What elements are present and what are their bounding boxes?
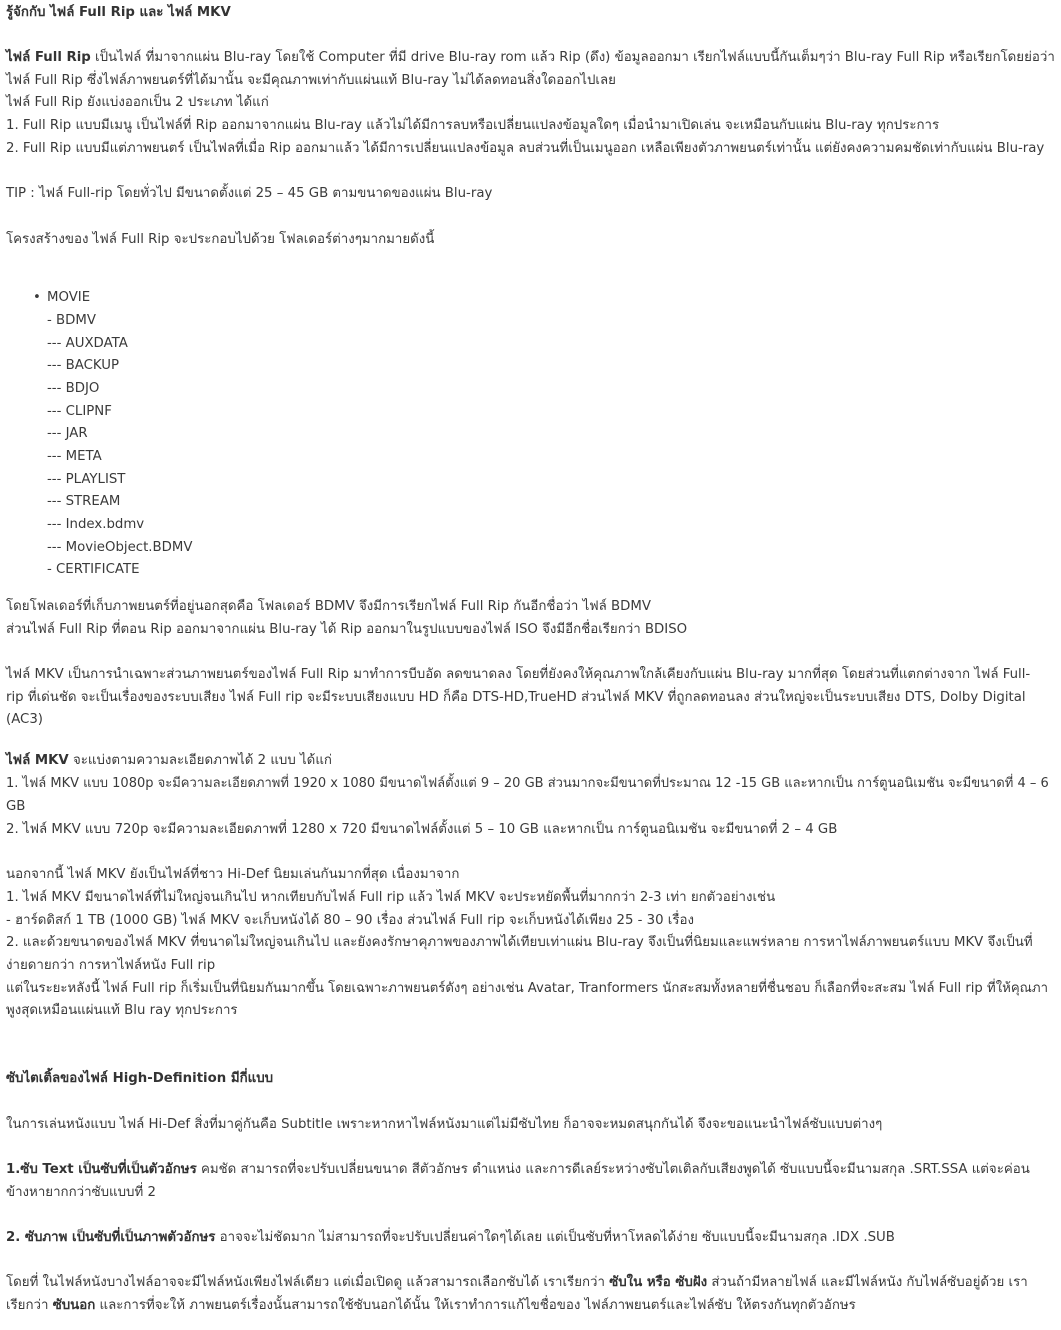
mkv-popular-line-6: แต่ในระยะหลังนี้ ไฟล์ Full rip ก็เริ่มเป็นที่นิยมกันมากขึ้น โดยเฉพาะภาพยนตร์ดังๆ อย่างเช่น Avatar, Tranformers นักสะสมทั้งหลายที่ชื่นชอบ ก็เลือกที่จะสะสม ไฟล์ Full rip ที่ให้คุณภา	[6, 981, 1048, 996]
mkv-popular-line-4: 2. และด้วยขนาดของไฟล์ MKV ที่ขนาดไม่ใหญ่จนเกินไป และยังคงรักษาคุภาพของภาพได้เทียบเท่าแผ่น Blu-ray จึงเป็นที่นิยมและแพร่หลาย การหาไฟล์ภาพยนตร์แบบ MKV จึงเป็นที่	[6, 935, 1033, 950]
tree-root-movie: MOVIE	[47, 290, 91, 305]
tree-item: --- PLAYLIST	[47, 472, 126, 487]
tree-item: --- STREAM	[47, 494, 121, 509]
sub-embed-text-4: และการที่จะให้ ภาพยนตร์เรื่องนั้นสามารถใช้ซับนอกได้นั้น ให้เราทำการแก้ไขชื่อของ ไฟล์ภาพยนตร์และไฟล์ซับ ให้ตรงกันทุกตัวอักษร	[95, 1298, 856, 1313]
sub-embed-text-3: เรียกว่า	[6, 1298, 53, 1313]
subtitle-intro: ในการเล่นหนังแบบ ไฟล์ Hi-Def สิ่งที่มาคู่กันคือ Subtitle เพราะหากหาไฟล์หนังมาแต่ไม่มีซับไทย ก็อาจจะหมดสนุกกันได้ จึงจะขอแนะนำไฟล์ซับแบบต่างๆ	[6, 1117, 883, 1132]
tree-item: --- JAR	[47, 426, 88, 441]
structure-intro: โครงสร้างของ ไฟล์ Full Rip จะประกอบไปด้วย โฟลเดอร์ต่างๆมากมายดังนี้	[6, 232, 435, 247]
sub-embed-bold-1: ซับใน หรือ ซับฝัง	[609, 1275, 708, 1290]
tree-item: --- BDJO	[47, 381, 100, 396]
mkv-popular-line-1: นอกจากนี้ ไฟล์ MKV ยังเป็นไฟล์ที่ชาว Hi-Def นิยมเล่นกันมากที่สุด เนื่องมาจาก	[6, 867, 460, 882]
sub-embed-bold-2: ซับนอก	[52, 1298, 96, 1313]
tree-item: --- AUXDATA	[47, 336, 128, 351]
mkv-type-720p: 2. ไฟล์ MKV แบบ 720p จะมีความละเอียดภาพที่ 1280 x 720 มีขนาดไฟล์ตั้งแต่ 5 – 10 GB และหากเป็น การ์ตูนอนิเมชัน จะมีขนาดที่ 2 – 4 GB	[6, 822, 838, 837]
mkv-type-1080p-cont: GB	[6, 799, 26, 814]
mkv-intro-line-2: rip ที่เด่นชัด จะเป็นเรื่องของระบบเสียง ไฟล์ Full rip จะมีระบบเสียงแบบ HD ก็คือ DTS-HD,TrueHD ส่วนไฟล์ MKV ที่ถูกลดทอนลง ส่วนใหญ่จะเป็นระบบเสียง DTS, Dolby Digital	[6, 690, 1026, 705]
bdmv-note-line-2: ส่วนไฟล์ Full Rip ที่ตอน Rip ออกมาจากแผ่น Blu-ray ได้ Rip ออกมาในรูปแบบของไฟล์ ISO จึงมีอีกชื่อเรียกว่า BDISO	[6, 622, 688, 637]
mkv-popular-line-7: พูงสุดเหมือนแผ่นแท้ Blu ray ทุกประการ	[6, 1003, 238, 1018]
tree-item: --- Index.bdmv	[47, 517, 145, 532]
fullrip-type-2: 2. Full Rip แบบมีแต่ภาพยนตร์ เป็นไฟลที่เมื่อ Rip ออกมาแล้ว ได้มีการเปลี่ยนแปลงข้อมูล ลบส่วนที่เป็นเมนูออก เหลือเพียงตัวภาพยนตร์เท่านั้น แต่ยังคงความคมชัดเท่ากับแผ่น Blu-ray	[6, 141, 1045, 156]
mkv-intro-line-3: (AC3)	[6, 712, 43, 727]
fullrip-type-1: 1. Full Rip แบบมีเมนู เป็นไฟล์ที่ Rip ออกมาจากแผ่น Blu-ray แล้วไม่ได้มีการลบหรือเปลี่ยนแปลงข้อมูลใดๆ เมื่อนำมาเปิดเล่น จะเหมือนกับแผ่น Blu-ray ทุกประการ	[6, 118, 940, 133]
sub-embed-text-2: ส่วนถ้ามีหลายไฟล์ และมีไฟล์หนัง กับไฟล์ซับอยู่ด้วย เรา	[707, 1275, 1028, 1290]
tip-text: TIP : ไฟล์ Full-rip โดยทั่วไป มีขนาดตั้งแต่ 25 – 45 GB ตามขนาดของแผ่น Blu-ray	[6, 186, 493, 201]
sub-text-term: 1.ซับ Text เป็นซับที่เป็นตัวอักษร	[6, 1162, 197, 1177]
mkv-intro-line-1: ไฟล์ MKV เป็นการนำเฉพาะส่วนภาพยนตร์ของไฟล์ Full Rip มาทำการบีบอัด ลดขนาดลง โดยที่ยังคงให้คุณภาพใกล้เคียงกับแผ่น Blu-ray มากที่สุด โดยส่วนที่แตกต่างจาก ไฟล์ Full-	[6, 667, 1031, 682]
fullrip-intro-line-2: ไฟล์ Full Rip ซึ่งไฟล์ภาพยนตร์ที่ได้มานั้น จะมีคุณภาพเท่ากับแผ่นแท้ Blu-ray ไม่ได้ลดทอนสิ่งใดออกไปเลย	[6, 73, 616, 88]
tree-item: - BDMV	[47, 313, 96, 328]
tree-item: --- CLIPNF	[47, 404, 112, 419]
sub-image-line	[6, 1228, 1055, 1248]
tree-item: - CERTIFICATE	[47, 562, 140, 577]
tree-item: --- MovieObject.BDMV	[47, 540, 193, 555]
tree-item: --- BACKUP	[47, 358, 120, 373]
fullrip-intro-line-1	[6, 48, 1055, 68]
sub-embed-line-2	[6, 1296, 1055, 1316]
mkv-popular-line-2: 1. ไฟล์ MKV มีขนาดไฟล์ที่ไม่ใหญ่จนเกินไป หากเทียบกับไฟล์ Full rip แล้ว ไฟล์ MKV จะประหยัดพื้นที่มากกว่า 2-3 เท่า ยกตัวอย่างเช่น	[6, 890, 776, 905]
section-heading-subtitles: ซับไตเติ้ลของไฟล์ High-Definition มีกี่แบบ	[6, 1071, 274, 1086]
bullet-icon: •	[33, 290, 41, 305]
mkv-types-line-1	[6, 751, 1055, 771]
sub-text-line-1	[6, 1160, 1055, 1180]
sub-embed-line-1	[6, 1273, 1055, 1293]
mkv-type-1080p: 1. ไฟล์ MKV แบบ 1080p จะมีความละเอียดภาพที่ 1920 x 1080 มีขนาดไฟล์ตั้งแต่ 9 – 20 GB ส่วนมากจะมีขนาดที่ประมาณ 12 -15 GB และหากเป็น การ์ตูนอนิเมชัน จะมีขนาดที่ 4 – 6	[6, 776, 1049, 791]
mkv-types-text: จะแบ่งตามความละเอียดภาพได้ 2 แบบ ได้แก่	[68, 753, 332, 768]
tree-item: --- META	[47, 449, 102, 464]
fullrip-types-intro: ไฟล์ Full Rip ยังแบ่งออกเป็น 2 ประเภท ได้แก่	[6, 95, 269, 110]
mkv-popular-line-3: - ฮาร์ดดิสก์ 1 TB (1000 GB) ไฟล์ MKV จะเก็บหนังได้ 80 – 90 เรื่อง ส่วนไฟล์ Full rip จะเก็บหนังได้เพียง 25 - 30 เรื่อง	[6, 913, 694, 928]
fullrip-intro-text: เป็นไฟล์ ที่มาจากแผ่น Blu-ray โดยใช้ Computer ที่มี drive Blu-ray rom แล้ว Rip (ดึง) ข้อมูลออกมา เรียกไฟล์แบบนี้กันเต็มๆว่า Blu-ray Full Rip หรือเรียกโดยย่อว่า	[90, 50, 1055, 65]
mkv-popular-line-5: ง่ายดายกว่า การหาไฟล์หนัง Full rip	[6, 958, 216, 973]
sub-text-desc: คมชัด สามารถที่จะปรับเปลี่ยนขนาด สีตัวอักษร ตำแหน่ง และการดีเลย์ระหว่างซับไตเติลกับเสียงพูดได้ ซับแบบนี้จะมีนามสกุล .SRT.SSA แต่จะค่อน	[196, 1162, 1030, 1177]
sub-image-term: 2. ซับภาพ เป็นซับที่เป็นภาพตัวอักษร	[6, 1230, 216, 1245]
fullrip-term: ไฟล์ Full Rip	[6, 50, 91, 65]
section-heading-fullrip-mkv: รู้จักกับ ไฟล์ Full Rip และ ไฟล์ MKV	[6, 5, 231, 20]
mkv-term: ไฟล์ MKV	[6, 753, 69, 768]
sub-text-line-2: ข้างหายากกว่าซับแบบที่ 2	[6, 1185, 156, 1200]
sub-embed-text-1: โดยที่ ในไฟล์หนังบางไฟล์อาจจะมีไฟล์หนังเพียงไฟล์เดียว แต่เมื่อเปิดดู แล้วสามารถเลือกซับได้ เราเรียกว่า	[6, 1275, 610, 1290]
bdmv-note-line-1: โดยโฟลเดอร์ที่เก็บภาพยนตร์ที่อยู่นอกสุดคือ โฟลเดอร์ BDMV จึงมีการเรียกไฟล์ Full Rip กันอีกชื่อว่า ไฟล์ BDMV	[6, 599, 651, 614]
sub-image-desc: อาจจะไม่ชัดมาก ไม่สามารถที่จะปรับเปลี่ยนค่าใดๆได้เลย แต่เป็นซับที่หาโหลดได้ง่าย ซับแบบนี้จะมีนามสกุล .IDX .SUB	[215, 1230, 895, 1245]
